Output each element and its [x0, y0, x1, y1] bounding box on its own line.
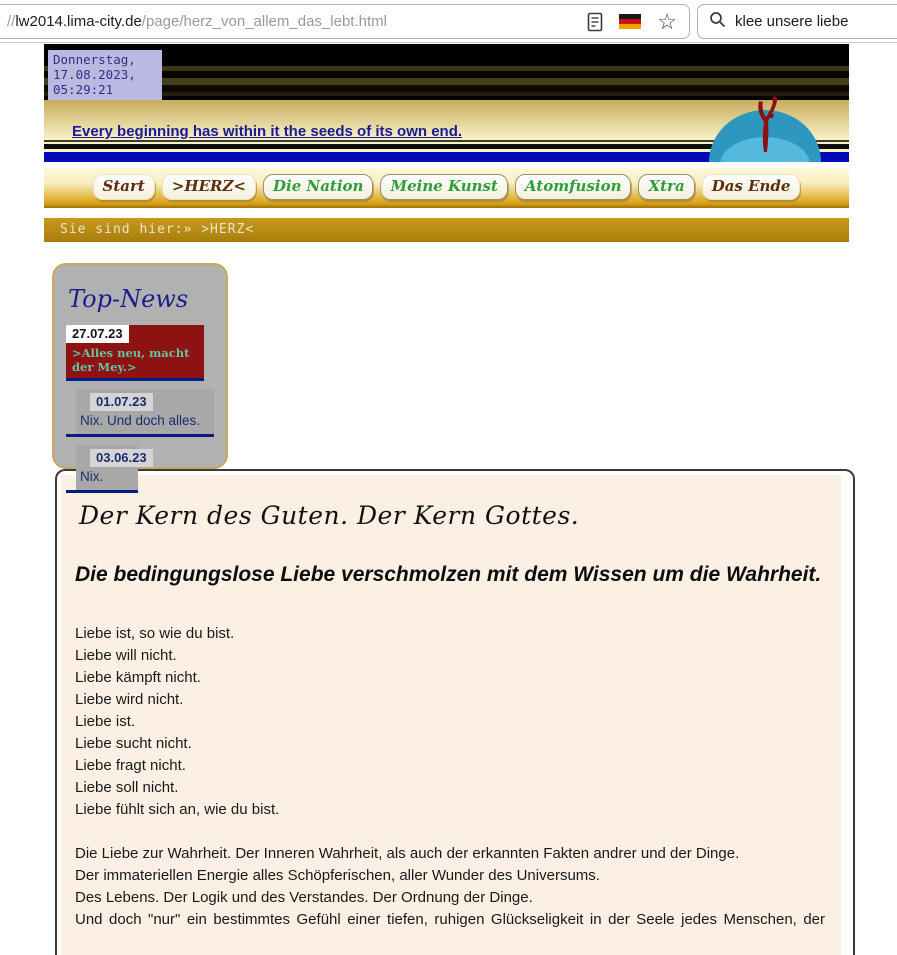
nav-button-start[interactable]: Start: [93, 174, 155, 200]
news-entry-1[interactable]: [66, 325, 204, 381]
article-box: [55, 469, 855, 955]
url-path: /page/herz_von_allem_das_lebt.html: [141, 13, 387, 30]
body-line: Liebe soll nicht.: [75, 779, 179, 796]
nav-button-das-ende[interactable]: Das Ende: [702, 174, 801, 200]
body-line: Der immateriellen Energie alles Schöpferischen, aller Wunder des Universums.: [75, 867, 600, 884]
article-paragraph-2: [75, 843, 825, 931]
time-value: 05:29:21: [53, 81, 114, 97]
bookmark-star-icon[interactable]: ☆: [657, 8, 677, 34]
body-line: Liebe wird nicht.: [75, 691, 184, 708]
top-news-box: [52, 263, 228, 484]
body-line: Liebe fühlt sich an, wie du bist.: [75, 801, 280, 818]
news-date-badge: 03.06.23: [90, 449, 153, 467]
site-banner: [44, 44, 849, 162]
news-date-badge: 27.07.23: [66, 325, 129, 343]
body-line: Und doch "nur" ein bestimmtes Gefühl einer tiefen, ruhigen Glückseligkeit in der Seele jedes Menschen, der: [75, 911, 825, 928]
news-entry-title: Nix.: [80, 469, 104, 484]
article-content: [61, 475, 841, 955]
article-paragraph-1: [75, 623, 825, 821]
search-input[interactable]: [697, 4, 897, 39]
url-domain: lw2014.lima-city.de: [15, 13, 142, 30]
body-line: Liebe sucht nicht.: [75, 735, 192, 752]
body-line: Liebe will nicht.: [75, 647, 177, 664]
nav-button-meine-kunst[interactable]: Meine Kunst: [380, 174, 507, 200]
body-line: Liebe fragt nicht.: [75, 757, 186, 774]
news-entry-title: >Alles neu, macht der Mey.>: [72, 346, 190, 374]
branch-icon: [745, 92, 787, 159]
breadcrumb: Sie sind hier:» >HERZ<: [44, 218, 849, 242]
nav-button-atomfusion[interactable]: Atomfusion: [515, 174, 632, 200]
news-entry-3[interactable]: [66, 445, 147, 493]
date-value: 17.08.2023,: [53, 66, 136, 82]
top-news-title: Top-News: [68, 285, 189, 313]
nav-button-xtra[interactable]: Xtra: [638, 174, 694, 200]
search-query: klee unsere liebe: [735, 13, 849, 30]
reader-mode-icon[interactable]: [587, 12, 603, 32]
news-entry-2[interactable]: [66, 389, 214, 437]
url-scheme: //: [7, 13, 16, 30]
body-line: Des Lebens. Der Logik und des Verstandes. Der Ordnung der Dinge.: [75, 889, 533, 906]
nav-button-die-nation[interactable]: Die Nation: [263, 174, 373, 200]
body-line: Liebe kämpft nicht.: [75, 669, 201, 686]
article-script-heading: Der Kern des Guten. Der Kern Gottes.: [79, 501, 580, 530]
page-url: [7, 13, 387, 30]
date-weekday: Donnerstag,: [53, 52, 136, 67]
news-date-badge: 01.07.23: [90, 393, 153, 411]
news-entry-title: Nix. Und doch alles.: [80, 413, 201, 428]
nav-button-herz[interactable]: >HERZ<: [162, 174, 256, 200]
body-line: Liebe ist, so wie du bist.: [75, 625, 235, 642]
banner-stripes: [44, 44, 849, 100]
german-flag-icon[interactable]: [619, 14, 641, 29]
body-line: Liebe ist.: [75, 713, 136, 730]
url-bar[interactable]: [0, 4, 690, 39]
body-line: Die Liebe zur Wahrheit. Der Inneren Wahrheit, als auch der erkannten Fakten andrer und der Dinge.: [75, 845, 740, 862]
main-navigation: [44, 168, 849, 208]
search-icon: [709, 11, 726, 33]
banner-quote: Every beginning has within it the seeds of its own end.: [72, 123, 463, 140]
webpage: [44, 44, 849, 955]
article-subheading: Die bedingungslose Liebe verschmolzen mit dem Wissen um die Wahrheit.: [75, 563, 822, 586]
browser-toolbar: [0, 0, 897, 43]
datetime-box: [48, 50, 162, 100]
